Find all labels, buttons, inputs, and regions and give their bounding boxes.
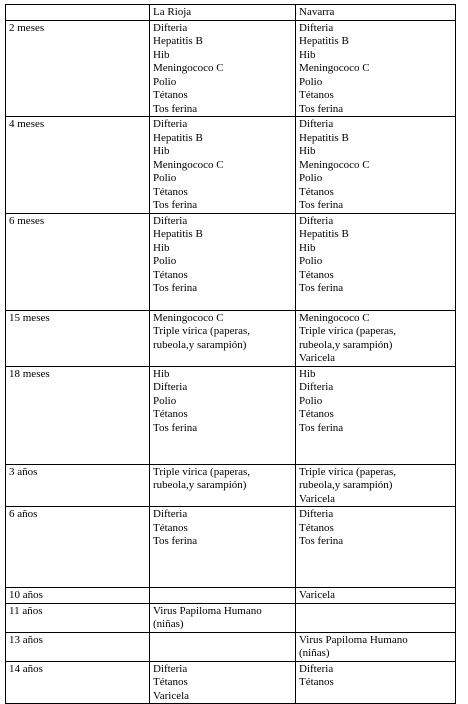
table-row	[6, 366, 456, 464]
vaccine-item: Tétanos	[153, 408, 188, 420]
header-row	[6, 5, 456, 21]
age-cell: 18 meses	[6, 366, 150, 464]
table-row	[6, 213, 456, 310]
vaccine-item: Difteria	[153, 662, 188, 675]
navarra-vaccines-cell	[296, 213, 456, 310]
vaccine-item: Triple vírica (paperas,	[299, 465, 397, 478]
vaccine-item: Triple vírica (paperas,	[153, 465, 251, 478]
vaccine-item: Tos ferina	[299, 199, 344, 211]
vaccine-item: Tétanos	[299, 268, 334, 281]
vaccine-item: Varicela	[299, 492, 336, 505]
la-rioja-vaccines-cell	[150, 117, 296, 214]
vaccine-item: Tos ferina	[299, 535, 344, 547]
header-cell-la-rioja: La Rioja	[150, 5, 296, 21]
vaccine-item: rubeola,y sarampión)	[153, 479, 247, 491]
table-row	[6, 20, 456, 117]
vaccine-item: Difteria	[299, 21, 334, 34]
table-row	[6, 464, 456, 507]
vaccine-item: Tétanos	[299, 521, 334, 534]
vaccine-item: Tétanos	[153, 268, 188, 281]
la-rioja-vaccines-cell	[150, 213, 296, 310]
vaccine-item: Tétanos	[299, 408, 334, 420]
la-rioja-vaccines-cell	[150, 588, 296, 604]
la-rioja-vaccines-cell	[150, 464, 296, 507]
vaccine-item: Polio	[299, 255, 323, 267]
navarra-vaccines-cell	[296, 603, 456, 632]
vaccine-item: Difteria	[153, 21, 188, 34]
vaccine-item: Hib	[153, 145, 170, 157]
vaccine-item: Tos ferina	[299, 102, 344, 115]
vaccine-item: Polio	[299, 394, 323, 407]
vaccine-item: Hepatitis B	[299, 228, 349, 240]
vaccine-item: rubeola,y sarampión)	[299, 338, 393, 351]
vaccine-item: Hepatitis B	[299, 35, 349, 47]
vaccine-item: Tétanos	[299, 676, 334, 688]
vaccine-item: Meningococo C	[153, 311, 224, 324]
vaccine-item: (niñas)	[153, 618, 184, 630]
navarra-vaccines-cell	[296, 661, 456, 704]
table-row	[6, 507, 456, 588]
vaccine-item: Difteria	[299, 214, 334, 227]
age-cell: 3 años	[6, 464, 150, 507]
vaccine-item: Tos ferina	[299, 421, 344, 434]
vaccine-item: Hib	[153, 241, 170, 254]
navarra-vaccines-cell	[296, 366, 456, 464]
vaccine-item: Tos ferina	[153, 102, 198, 115]
vaccine-item: Varicela	[299, 352, 336, 364]
vaccine-item: Meningococo C	[153, 158, 224, 171]
vaccine-item: Meningococo C	[153, 62, 224, 74]
la-rioja-vaccines-cell	[150, 507, 296, 588]
vaccine-item: Difteria	[153, 118, 188, 130]
vaccine-item: (niñas)	[299, 647, 330, 659]
vaccine-item: rubeola,y sarampión)	[153, 338, 247, 351]
vaccine-item: Tétanos	[299, 185, 334, 198]
vaccine-item: Polio	[153, 75, 177, 88]
vaccine-item: Polio	[153, 255, 177, 267]
table-row	[6, 310, 456, 366]
table-row	[6, 661, 456, 704]
vaccine-item: Virus Papiloma Humano	[153, 604, 262, 617]
age-cell: 6 meses	[6, 213, 150, 310]
vaccine-item: Hib	[299, 241, 316, 254]
navarra-vaccines-cell	[296, 588, 456, 604]
vaccine-item: Tos ferina	[153, 282, 198, 294]
vaccine-item: Tos ferina	[299, 282, 344, 294]
la-rioja-vaccines-cell	[150, 366, 296, 464]
vaccine-item: Hepatitis B	[153, 131, 203, 144]
vaccination-schedule-table	[5, 4, 456, 704]
vaccine-item: Hib	[299, 367, 316, 380]
table-body	[6, 5, 456, 704]
vaccine-item: rubeola,y sarampión)	[299, 479, 393, 491]
vaccine-item: Difteria	[153, 508, 188, 520]
age-cell: 11 años	[6, 603, 150, 632]
la-rioja-vaccines-cell	[150, 661, 296, 704]
vaccine-item: Triple vírica (paperas,	[153, 325, 251, 337]
age-cell: 13 años	[6, 632, 150, 661]
vaccine-item: Tétanos	[153, 185, 188, 198]
age-cell: 10 años	[6, 588, 150, 604]
vaccine-item: Tos ferina	[153, 199, 198, 211]
vaccine-item: Varicela	[299, 589, 336, 601]
vaccine-item: Hib	[153, 367, 170, 380]
vaccine-item: Difteria	[299, 662, 334, 675]
vaccine-item: Difteria	[299, 381, 334, 393]
header-cell-empty	[6, 5, 150, 21]
navarra-vaccines-cell	[296, 507, 456, 588]
age-cell: 6 años	[6, 507, 150, 588]
vaccine-item: Tétanos	[153, 676, 188, 688]
table-row	[6, 117, 456, 214]
la-rioja-vaccines-cell	[150, 20, 296, 117]
navarra-vaccines-cell	[296, 310, 456, 366]
vaccine-item: Hepatitis B	[299, 131, 349, 144]
vaccine-item: Polio	[153, 394, 177, 407]
table-row	[6, 632, 456, 661]
vaccine-item: Hib	[153, 48, 170, 61]
vaccine-item: Tos ferina	[153, 421, 198, 434]
vaccine-item: Virus Papiloma Humano	[299, 633, 408, 646]
navarra-vaccines-cell	[296, 117, 456, 214]
vaccine-item: Hib	[299, 145, 316, 157]
vaccine-item: Meningococo C	[299, 311, 370, 324]
vaccine-item: Difteria	[299, 508, 334, 520]
vaccine-item: Hepatitis B	[153, 35, 203, 47]
navarra-vaccines-cell	[296, 632, 456, 661]
vaccine-item: Varicela	[153, 689, 190, 702]
vaccine-item: Difteria	[299, 118, 334, 130]
age-cell: 15 meses	[6, 310, 150, 366]
table-row	[6, 588, 456, 604]
vaccine-item: Triple vírica (paperas,	[299, 325, 397, 337]
vaccine-item: Hib	[299, 48, 316, 61]
vaccine-item: Difteria	[153, 381, 188, 393]
vaccine-item: Meningococo C	[299, 62, 370, 74]
vaccine-item: Tos ferina	[153, 535, 198, 547]
vaccine-item: Hepatitis B	[153, 228, 203, 240]
vaccine-item: Polio	[299, 172, 323, 184]
vaccine-item: Difteria	[153, 214, 188, 227]
vaccine-item: Meningococo C	[299, 158, 370, 171]
header-cell-navarra: Navarra	[296, 5, 456, 21]
table-row	[6, 603, 456, 632]
age-cell: 2 meses	[6, 20, 150, 117]
age-cell: 4 meses	[6, 117, 150, 214]
vaccine-item: Polio	[153, 172, 177, 184]
navarra-vaccines-cell	[296, 464, 456, 507]
la-rioja-vaccines-cell	[150, 603, 296, 632]
vaccine-item: Tétanos	[299, 89, 334, 101]
la-rioja-vaccines-cell	[150, 310, 296, 366]
la-rioja-vaccines-cell	[150, 632, 296, 661]
vaccine-item: Tétanos	[153, 521, 188, 534]
age-cell: 14 años	[6, 661, 150, 704]
vaccine-item: Polio	[299, 75, 323, 88]
vaccine-item: Tétanos	[153, 89, 188, 101]
navarra-vaccines-cell	[296, 20, 456, 117]
